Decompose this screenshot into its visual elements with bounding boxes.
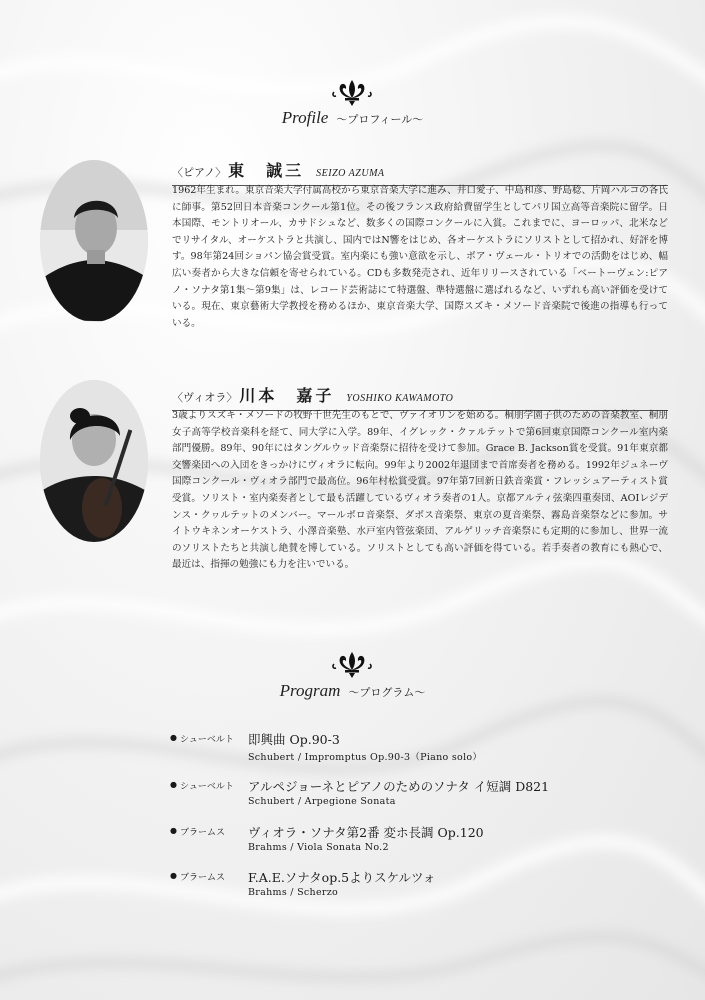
fleur-de-lis-icon [330, 650, 374, 680]
pianist-bio: 1962年生まれ。東京音楽大学付属高校から東京音楽大学に進み、井口愛子、中島和彦、野島稔、片岡ハルコの各氏に師事。第52回日本音楽コンクール第1位。その後フランス政府給費留学生としてパリ国立高等音楽院に留学。日本国際、モントリオール、カサドシュなど、数多くの国際コンクールに入賞。これまでに、ヨーロッパ、北米などでリサイタル、オーケストラと共演し、国内ではN響をはじめ、各オーケストラにソリストとして招かれ、好評を博す。98年第24回ショパン協会賞受賞。室内楽にも強い意欲を示し、ボア・ヴェール・トリオでの活動をはじめ、幅広い奏者から大きな信頼を寄せられている。CDも多数発売され、近年リリースされている「ベートーヴェン:ピアノ・ソナタ第1集〜第9集」は、レコード芸術誌にて特選盤、準特選盤に選ばれるなど、いずれも高い評価を受けている。現在、東京藝術大学教授を務めるほか、東京音楽大学、国際スズキ・メソード音楽院で後進の指導も行っている。 [172, 185, 668, 329]
violist-name-roman: YOSHIKO KAWAMOTO [346, 393, 454, 404]
program-title-jp: 〜プログラム〜 [348, 686, 426, 699]
violist-role: 〈ヴィオラ〉 [172, 391, 238, 404]
program-subtitle: Brahms / Scherzo [248, 887, 339, 898]
profile-heading [0, 108, 705, 128]
pianist-name-jp: 東 誠三 [228, 161, 305, 180]
profile-title-en: Profile [281, 108, 329, 127]
program-title: ヴィオラ・ソナタ第2番 変ホ長調 Op.120 [248, 825, 484, 840]
bullet-icon: ● [170, 826, 177, 835]
pianist-portrait [40, 160, 148, 322]
violist-name-line [172, 383, 668, 411]
profile-title-jp: 〜プロフィール〜 [336, 113, 424, 126]
program-heading [0, 681, 705, 701]
program-subtitle: Schubert / Arpegione Sonata [248, 796, 396, 807]
pianist-role: 〈ピアノ〉 [172, 166, 227, 179]
pianist-name-line [172, 158, 668, 186]
program-composer: ブラームス [180, 873, 226, 883]
fleur-de-lis-icon [330, 78, 374, 108]
bullet-icon: ● [170, 733, 177, 742]
program-title-en: Program [279, 681, 341, 700]
program-composer: シューベルト [180, 735, 234, 745]
program-subtitle: Brahms / Viola Sonata No.2 [248, 842, 389, 853]
program-title: アルペジョーネとピアノのためのソナタ イ短調 D821 [248, 779, 550, 794]
violist-bio: 3歳よりスズキ・メソードの牧野千世先生のもとで、ヴァイオリンを始める。桐朋学園子供のための音楽教室、桐朋女子高等学校音楽科を経て、同大学に入学。89年、イグレック・クァルテットで第6回東京国際コンクール室内楽部門優勝。89年、90年にはタングルウッド音楽祭に招待を受けて参加。Grace B. Jackson賞を受賞。91年東京都交響楽団への入団をきっかけにヴィオラに転向。99年より2002年退団まで首席奏者を務める。1992年ジュネーヴ国際コンクール・ヴィオラ部門で最高位。96年村松賞受賞。97年第7回新日鉄音楽賞・フレッシュアーティスト賞受賞。ソリスト・室内楽奏者として最も活躍しているヴィオラ奏者の1人。京都アルティ弦楽四重奏団、AOIレジデンス・クヮルテットのメンバー。マールボロ音楽祭、ダボス音楽祭、東京の夏音楽祭、霧島音楽祭などに参加。サイトウキネンオーケストラ、小澤音楽塾、水戸室内管弦楽団、アルゲリッチ音楽祭にも定期的に参加し、世界一流のソリストたちと共演し絶賛を博している。ソリストとしても高い評価を得ている。若手奏者の教育にも熱心で、最近は、指揮の勉強にも力を注いでいる。 [172, 410, 668, 571]
violist-portrait [40, 380, 148, 542]
bullet-icon: ● [170, 780, 177, 789]
bullet-icon: ● [170, 871, 177, 880]
program-title: F.A.E.ソナタop.5よりスケルツォ [248, 870, 436, 885]
program-composer: ブラームス [180, 828, 226, 838]
program-subtitle: Schubert / Impromptus Op.90-3（Piano solo） [248, 752, 483, 763]
violist-name-jp: 川本 嘉子 [239, 386, 335, 405]
program-title: 即興曲 Op.90-3 [248, 732, 340, 747]
program-composer: シューベルト [180, 782, 234, 792]
pianist-name-roman: SEIZO AZUMA [316, 168, 385, 179]
